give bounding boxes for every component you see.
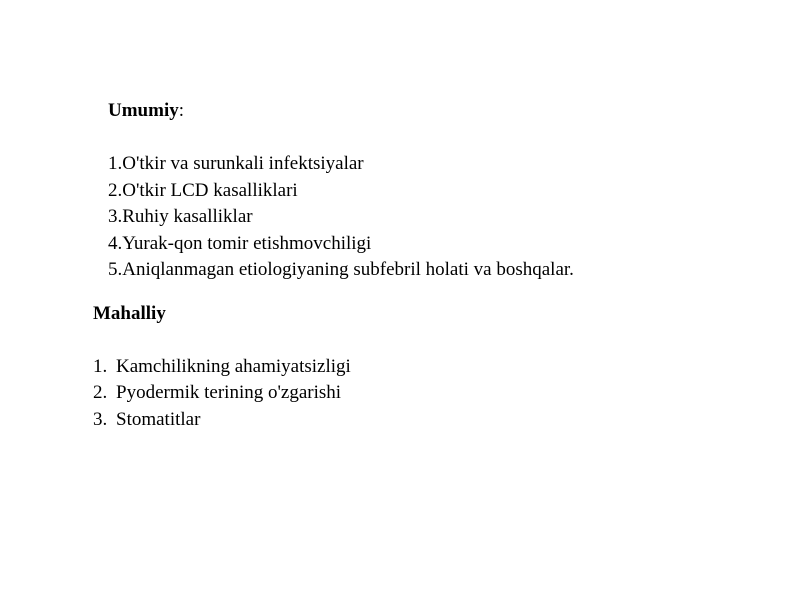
document-body [93, 98, 589, 433]
local-item-1 [93, 354, 589, 381]
general-item-2: 2.O'tkir LCD kasalliklari [108, 179, 298, 201]
general-item-5: 5.Aniqlanmagan etiologiyaning subfebril holati va boshqalar. [108, 259, 574, 280]
list-text: Kamchilikning ahamiyatsizligi [116, 355, 351, 377]
list-text: Pyodermik terining o'zgarishi [116, 382, 342, 403]
list-number: 3. [93, 408, 108, 430]
list-number: 2. [93, 382, 108, 403]
general-item-3: 3.Ruhiy kasalliklar [108, 206, 253, 227]
general-heading-colon: : [178, 100, 185, 121]
local-list [93, 354, 589, 434]
general-item-1: 1.O'tkir va surunkali infektsiyalar [108, 153, 364, 174]
blank-line [93, 327, 589, 354]
list-text: Stomatitlar [116, 408, 201, 430]
local-heading: Mahalliy [93, 302, 166, 324]
general-heading [93, 98, 589, 125]
list-number: 1. [93, 355, 108, 377]
blank-line [93, 125, 589, 152]
local-item-3 [93, 407, 589, 434]
general-item-4: 4.Yurak-qon tomir etishmovchiligi [108, 232, 372, 254]
general-heading-label: Umumiy [108, 100, 179, 121]
local-item-2 [93, 380, 589, 407]
